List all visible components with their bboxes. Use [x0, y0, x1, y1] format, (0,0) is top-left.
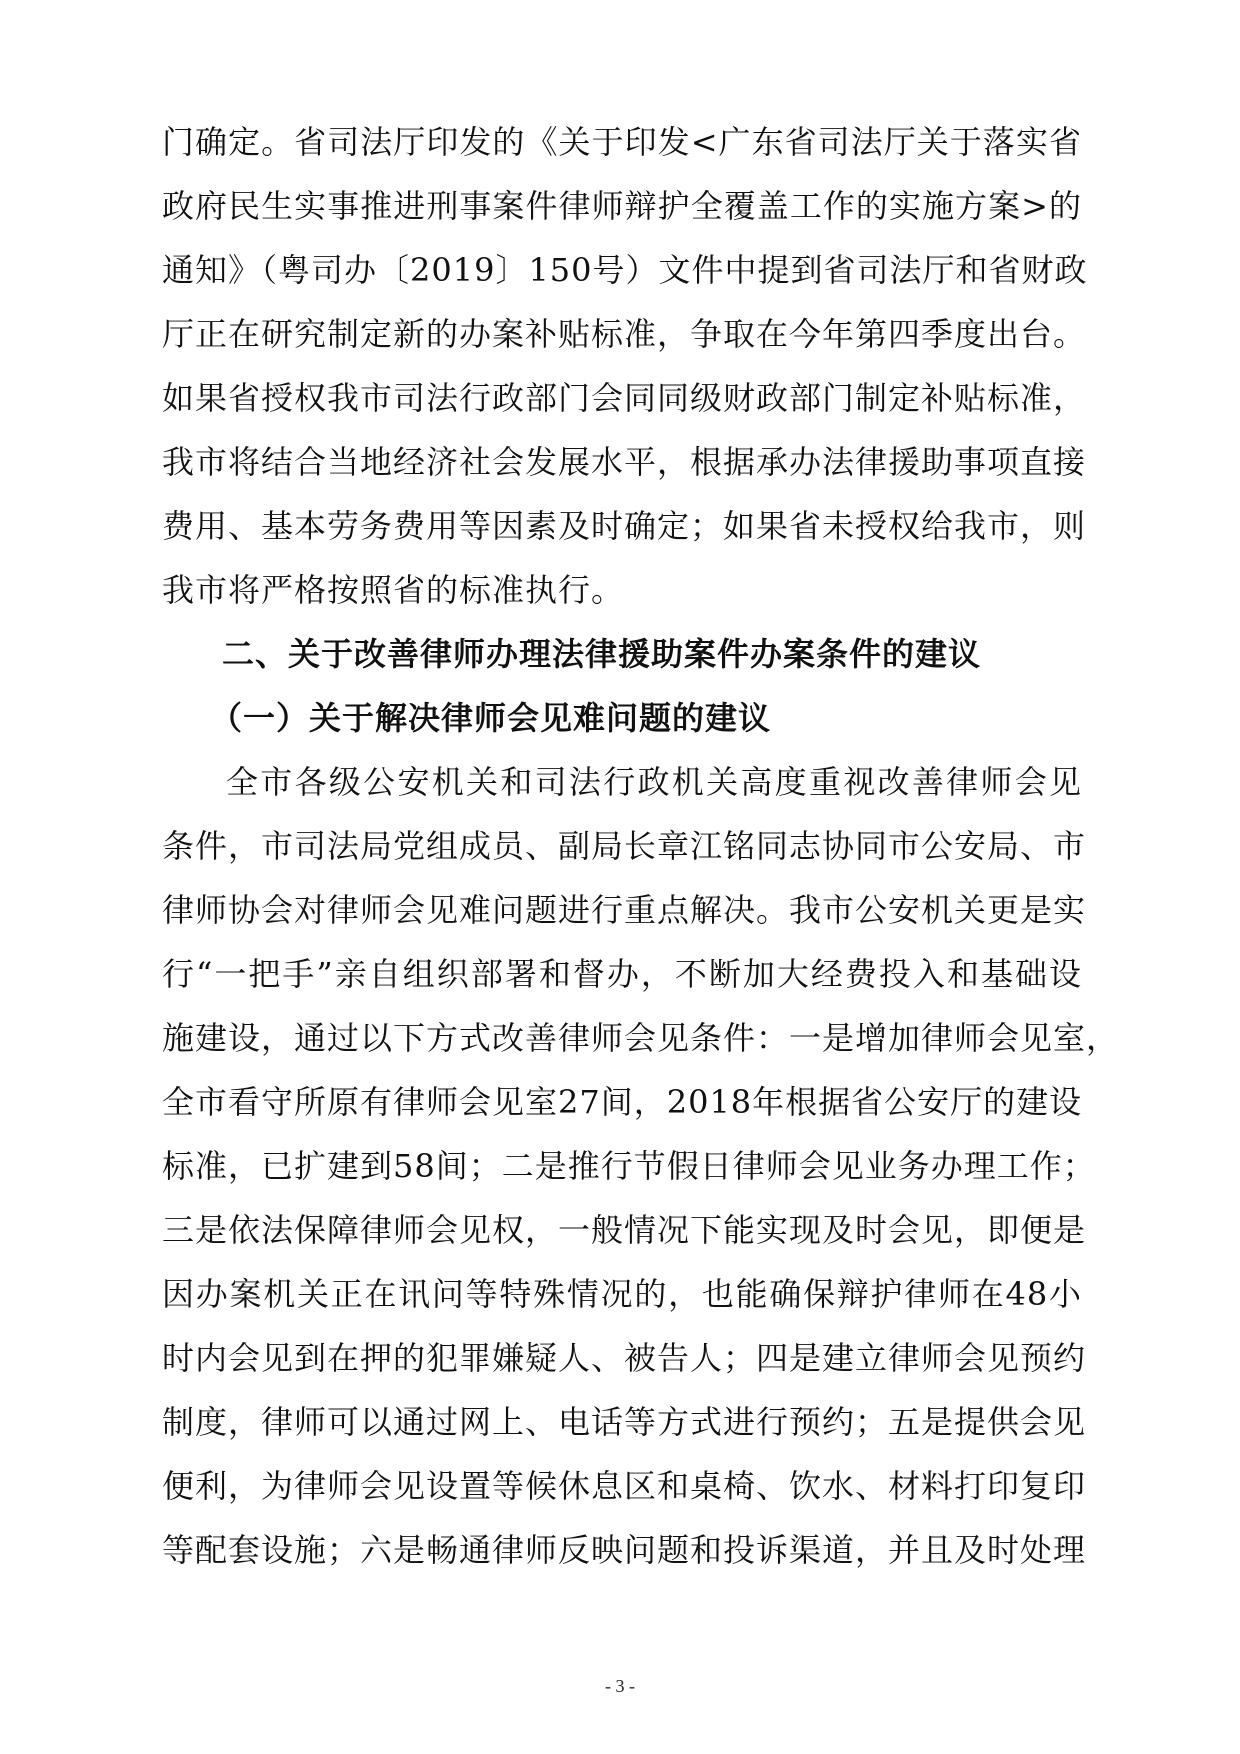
paragraph-2: [162, 750, 1120, 1582]
text-line: 条件，市司法局党组成员、副局长章江铭同志协同市公安局、市: [162, 827, 1087, 865]
text-line: 我市将严格按照省的标准执行。: [162, 571, 625, 609]
text-line: 行“一把手”亲自组织部署和督办，不断加大经费投入和基础设: [162, 955, 1082, 993]
text-line: 三是依法保障律师会见权，一般情况下能实现及时会见，即便是: [162, 1211, 1087, 1249]
subsection-heading: （一）关于解决律师会见难问题的建议: [210, 699, 772, 737]
text-line: 厅正在研究制定新的办案补贴标准，争取在今年第四季度出台。: [162, 315, 1087, 353]
text-line: 费用、基本劳务费用等因素及时确定；如果省未授权给我市，则: [162, 507, 1087, 545]
text-line: 如果省授权我市司法行政部门会同同级财政部门制定补贴标准，: [162, 379, 1087, 417]
text-line: 律师协会对律师会见难问题进行重点解决。我市公安机关更是实: [162, 891, 1087, 929]
text-line: 时内会见到在押的犯罪嫌疑人、被告人；四是建立律师会见预约: [162, 1339, 1087, 1377]
paragraph-1: [162, 110, 1088, 622]
text-line: 因办案机关正在讯问等特殊情况的，也能确保辩护律师在48小: [162, 1275, 1082, 1313]
text-line: 全市各级公安机关和司法行政机关高度重视改善律师会见: [226, 763, 1082, 801]
text-line: 门确定。省司法厅印发的《关于印发<广东省司法厅关于落实省: [162, 123, 1082, 161]
text-line: 等配套设施；六是畅通律师反映问题和投诉渠道，并且及时处理: [162, 1531, 1087, 1569]
section-heading: 二、关于改善律师办理法律援助案件办案条件的建议: [222, 635, 982, 673]
text-line: 制度，律师可以通过网上、电话等方式进行预约；五是提供会见: [162, 1403, 1087, 1441]
text-line: 通知》（粤司办〔2019〕150号）文件中提到省司法厅和省财政: [162, 251, 1088, 289]
text-line: 我市将结合当地经济社会发展水平，根据承办法律援助事项直接: [162, 443, 1087, 481]
text-line: 标准，已扩建到58间；二是推行节假日律师会见业务办理工作；: [162, 1147, 1096, 1185]
body-text: [162, 110, 1120, 1582]
text-line: 政府民生实事推进刑事案件律师辩护全覆盖工作的实施方案>的: [162, 187, 1082, 225]
text-line: 施建设，通过以下方式改善律师会见条件：一是增加律师会见室，: [162, 1019, 1120, 1057]
page-number: - 3 -: [605, 1676, 635, 1696]
text-line: 全市看守所原有律师会见室27间，2018年根据省公安厅的建设: [162, 1083, 1083, 1121]
text-line: 便利，为律师会见设置等候休息区和桌椅、饮水、材料打印复印: [162, 1467, 1087, 1505]
